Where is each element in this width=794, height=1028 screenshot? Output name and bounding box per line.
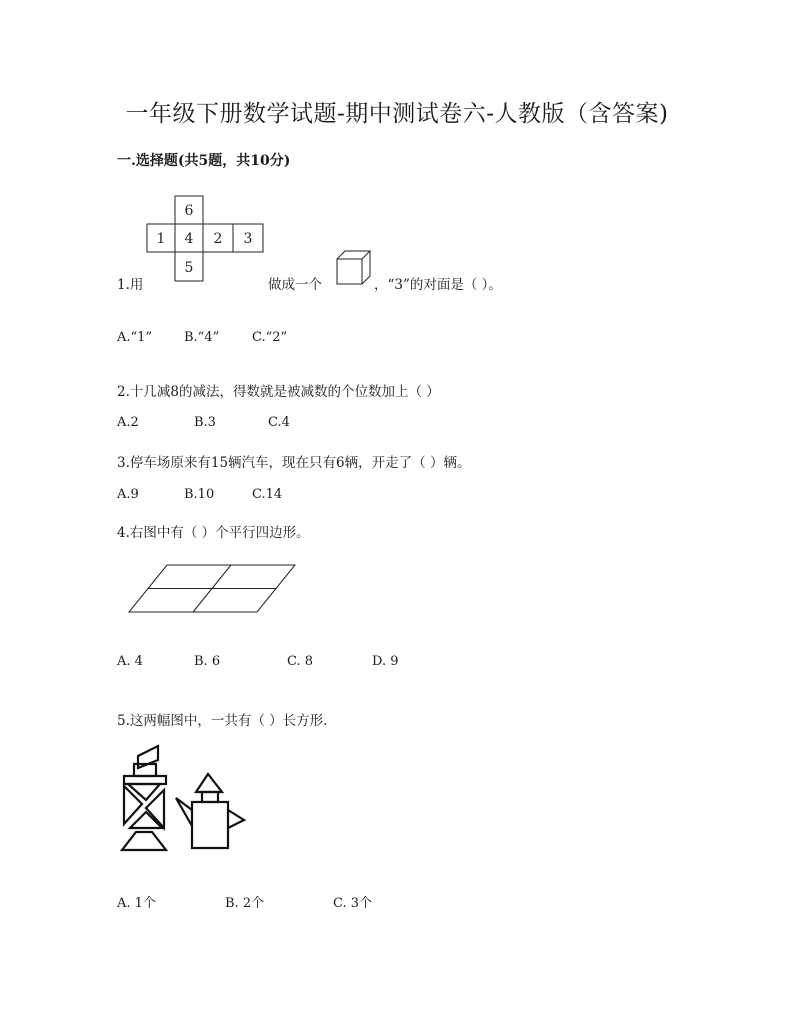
q5-option-a: A. 1个	[117, 896, 156, 911]
q1-suffix: ，“3”的对面是（ ）。	[374, 277, 502, 293]
section-heading: 一.选择题(共5题，共10分)	[117, 153, 291, 169]
q3-option-c: C.14	[252, 487, 283, 502]
cube-net-figure	[146, 195, 266, 285]
q5-option-b: B. 2个	[225, 896, 265, 911]
q4-option-d: D. 9	[372, 654, 399, 669]
net-face-2: 2	[213, 231, 223, 247]
q5-text: 5.这两幅图中，一共有（ ）长方形.	[117, 713, 328, 729]
q5-option-c: C. 3个	[333, 896, 373, 911]
page-title: 一年级下册数学试题-期中测试卷六-人教版（含答案)	[125, 101, 669, 127]
net-face-6: 6	[184, 203, 194, 219]
q2-option-b: B.3	[194, 415, 216, 430]
q3-option-b: B.10	[184, 487, 215, 502]
net-face-5: 5	[184, 260, 194, 276]
q1-option-c: C.“2”	[252, 330, 288, 345]
q2-text: 2.十几减8的减法，得数就是被减数的个位数加上（ ）	[117, 384, 440, 400]
q1-middle: 做成一个	[268, 277, 322, 293]
q3-text: 3.停车场原来有15辆汽车，现在只有6辆，开走了（ ）辆。	[117, 455, 471, 471]
q1-option-a: A.“1”	[117, 330, 153, 345]
q4-option-c: C. 8	[287, 654, 314, 669]
q4-option-a: A. 4	[117, 654, 143, 669]
net-face-4: 4	[184, 231, 194, 247]
q4-text: 4.右图中有（ ）个平行四边形。	[117, 525, 310, 541]
q1-option-b: B.“4”	[184, 330, 220, 345]
shapes-figure	[118, 742, 248, 856]
q3-option-a: A.9	[117, 487, 139, 502]
q4-option-b: B. 6	[194, 654, 221, 669]
q2-option-a: A.2	[117, 415, 139, 430]
q2-option-c: C.4	[268, 415, 290, 430]
parallelogram-figure	[128, 564, 298, 614]
cube-figure	[336, 250, 372, 286]
net-face-1: 1	[156, 231, 166, 247]
q1-prefix: 1.用	[117, 277, 144, 293]
net-face-3: 3	[243, 231, 253, 247]
